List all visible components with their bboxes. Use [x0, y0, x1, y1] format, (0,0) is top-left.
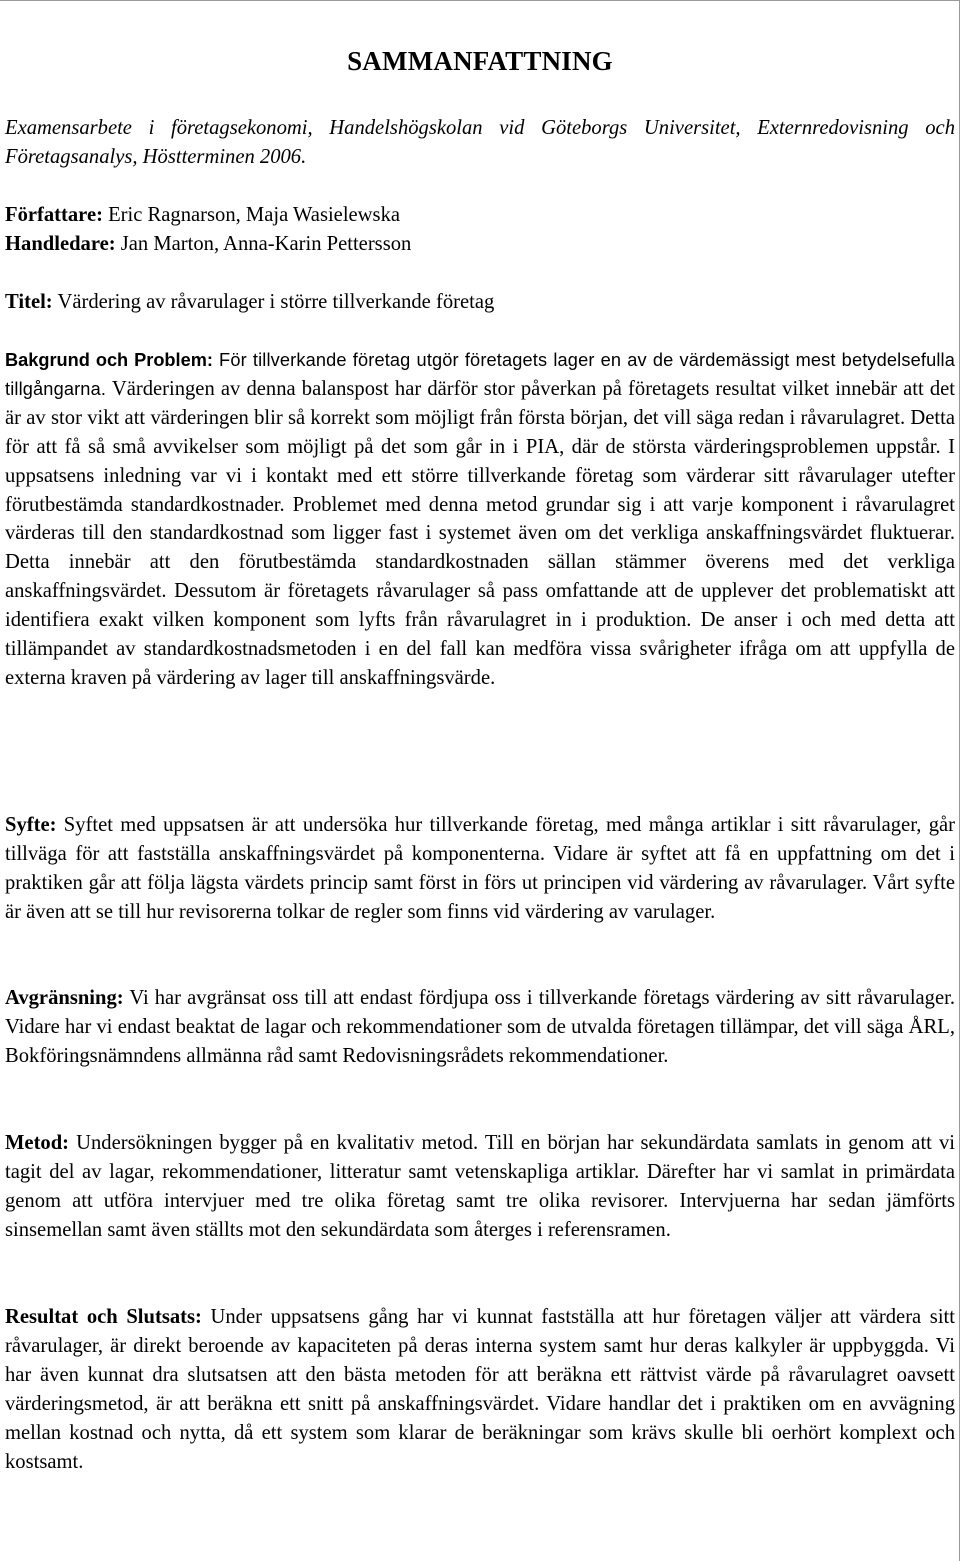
- results-label: Resultat och Slutsats:: [5, 1306, 202, 1328]
- page-title: SAMMANFATTNING: [347, 46, 613, 76]
- thesis-title-value: Värdering av råvarulager i större tillverkande företag: [52, 291, 495, 313]
- course-info: Examensarbete i företagsekonomi, Handelshögskolan vid Göteborgs Universitet, Externredovisning och Företagsanalys, Höstterminen 2006.: [5, 117, 955, 168]
- purpose-text: Syftet med uppsatsen är att undersöka hur tillverkande företag, med många artiklar i sitt råvarulager, går tillväga för att fastställa anskaffningsvärdet på komponenterna. Vidare är syftet att få en uppfattning om det i praktiken går att följa lägsta värdets princip samt först in förs ut principen vid värdering av råvarulager. Vårt syfte är även att se till hur revisorerna tolkar de regler som finns vid värdering av varulager.: [5, 814, 955, 923]
- results-text: Under uppsatsens gång har vi kunnat fastställa att hur företagen väljer att värdera sitt råvarulager, är direkt beroende av kapaciteten på deras interna system samt hur deras kalkyler är uppbyggda. Vi har även kunnat dra slutsatsen att den bästa metoden för att beräkna ett rättvist värde på råvarulagret oavsett värderingsmetod, är att beräkna ett snitt på anskaffningsvärdet. Vidare handlar det i praktiken om en avvägning mellan kostnad och nytta, då ett system som klarar de beräkningar som krävs skulle bli oerhört komplext och kostsamt.: [5, 1306, 955, 1473]
- supervisors-value: Jan Marton, Anna-Karin Pettersson: [115, 233, 412, 255]
- method-text: Undersökningen bygger på en kvalitativ metod. Till en början har sekundärdata samlats in genom att vi tagit del av lagar, rekommendationer, litteratur samt vetenskapliga artiklar. Därefter har vi samlat in primärdata genom att utföra intervjuer med tre olika företag samt tre olika revisorer. Intervjuerna har sedan jämförts sinsemellan samt även ställts mot den sekundärdata som återges i referensramen.: [5, 1132, 955, 1241]
- background-label: Bakgrund och Problem:: [5, 350, 213, 370]
- delimitation-paragraph: [5, 984, 955, 1071]
- thesis-title-label: Titel:: [5, 291, 53, 313]
- supervisors-label: Handledare:: [5, 233, 116, 255]
- authors-line: [5, 201, 955, 230]
- purpose-label: Syfte:: [5, 814, 57, 836]
- background-lead: För tillverkande företag utgör företagets lager en av de värdemässigt mest betydelsefulla tillgångarna.: [5, 350, 955, 399]
- background-paragraph: [5, 346, 955, 693]
- authors-value: Eric Ragnarson, Maja Wasielewska: [102, 204, 401, 226]
- method-label: Metod:: [5, 1132, 70, 1154]
- results-paragraph: [5, 1303, 955, 1476]
- delimitation-label: Avgränsning:: [5, 987, 124, 1009]
- authors-label: Författare:: [5, 204, 103, 226]
- supervisors-line: [5, 230, 955, 259]
- delimitation-text: Vi har avgränsat oss till att endast fördjupa oss i tillverkande företags värdering av sitt råvarulager. Vidare har vi endast beaktat de lagar och rekommendationer som de utvalda företagen tillämpar, det vill säga ÅRL, Bokföringsnämndens allmänna råd samt Redovisningsrådets rekommendationer.: [5, 987, 955, 1067]
- purpose-paragraph: [5, 811, 955, 927]
- method-paragraph: [5, 1129, 955, 1245]
- thesis-title-line: [5, 288, 955, 317]
- background-text: Värderingen av denna balanspost har därför stor påverkan på företagets resultat vilket innebär att det är av stor vikt att värderingen blir så korrekt som möjligt från första början, det vill säga redan i råvarulagret. Detta för att få så små avvikelser som möjligt på det som går in i PIA, där de största värderingsproblemen uppstår. I uppsatsens inledning var vi i kontakt med ett större tillverkande företag som värderar sitt råvarulager utefter förutbestämda standardkostnader. Problemet med denna metod grundar sig i att varje komponent i råvarulagret värderas till den standardkostnad som ligger fast i systemet även om det verkliga anskaffningsvärdet fluktuerar. Detta innebär att den förutbestämda standardkostnaden sällan stämmer överens med det verkliga anskaffningsvärdet. Dessutom är företagets råvarulager så pass omfattande att de upplever det problematiskt att identifiera exakt vilken komponent som lyfts från råvarulagret in i produktion. De anser i och med detta att tillämpandet av standardkostnadsmetoden i en del fall kan medföra vissa svårigheter ifråga om att uppfylla de externa kraven på värdering av lager till anskaffningsvärde.: [5, 377, 955, 689]
